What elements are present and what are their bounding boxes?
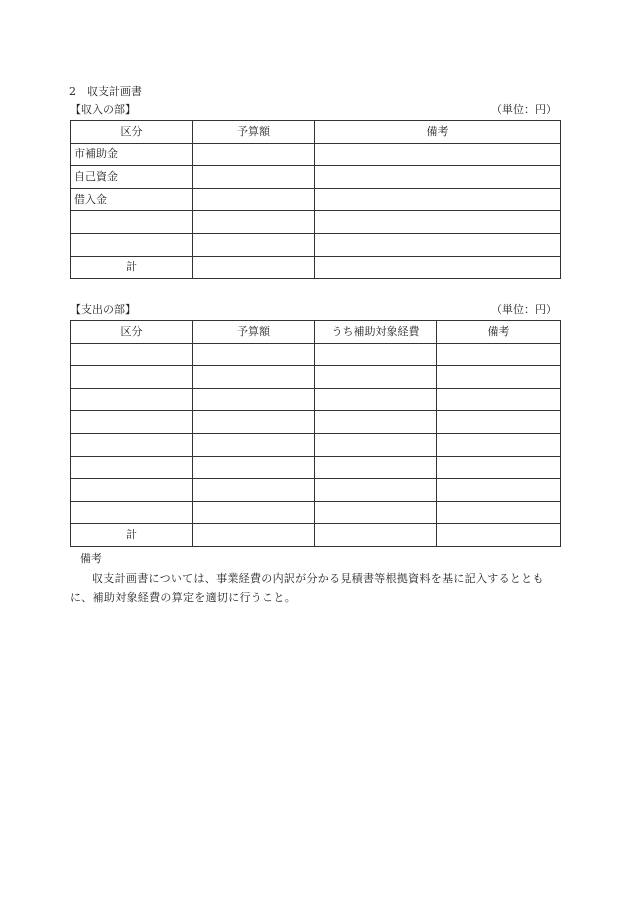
expense-cell-budget[interactable] bbox=[193, 433, 315, 456]
expense-total-remarks[interactable] bbox=[437, 524, 561, 547]
table-row bbox=[71, 343, 561, 366]
income-header-remarks: 備考 bbox=[315, 121, 561, 144]
expense-cell-remarks[interactable] bbox=[437, 479, 561, 502]
expense-total-label: 計 bbox=[71, 524, 193, 547]
expense-total-budget[interactable] bbox=[193, 524, 315, 547]
table-row bbox=[71, 211, 561, 234]
section-heading: 2 収支計画書 bbox=[69, 85, 142, 98]
expense-cell-remarks[interactable] bbox=[437, 343, 561, 366]
income-header-row bbox=[71, 121, 561, 144]
income-total-row bbox=[71, 256, 561, 279]
income-unit-label: （単位：円） bbox=[491, 103, 557, 116]
table-row bbox=[71, 501, 561, 524]
expense-cell-category[interactable] bbox=[71, 388, 193, 411]
expense-cell-budget[interactable] bbox=[193, 343, 315, 366]
expense-cell-subsidy-eligible[interactable] bbox=[315, 366, 437, 389]
income-cell-remarks[interactable] bbox=[315, 188, 561, 211]
notes-body: 収支計画書については、事業経費の内訳が分かる見積書等根拠資料を基に記入するとともに、補助対象経費の算定を適切に行うこと。 bbox=[70, 572, 544, 604]
table-row bbox=[71, 143, 561, 166]
expense-header-budget: 予算額 bbox=[193, 321, 315, 344]
expense-cell-category[interactable] bbox=[71, 366, 193, 389]
income-cell-category[interactable] bbox=[71, 233, 193, 256]
table-row bbox=[71, 479, 561, 502]
table-row bbox=[71, 366, 561, 389]
income-cell-remarks[interactable] bbox=[315, 166, 561, 189]
table-row bbox=[71, 433, 561, 456]
expense-cell-category[interactable] bbox=[71, 343, 193, 366]
income-cell-budget[interactable] bbox=[193, 166, 315, 189]
income-cell-remarks[interactable] bbox=[315, 143, 561, 166]
expense-header-subsidy-eligible: うち補助対象経費 bbox=[315, 321, 437, 344]
notes-heading: 備考 bbox=[80, 552, 102, 565]
expense-cell-category[interactable] bbox=[71, 433, 193, 456]
expense-cell-category[interactable] bbox=[71, 456, 193, 479]
income-cell-budget[interactable] bbox=[193, 211, 315, 234]
income-cell-category[interactable]: 借入金 bbox=[71, 188, 193, 211]
expense-total-row bbox=[71, 524, 561, 547]
income-section-title: 【収入の部】 bbox=[70, 103, 136, 116]
expense-cell-budget[interactable] bbox=[193, 479, 315, 502]
expense-cell-budget[interactable] bbox=[193, 366, 315, 389]
expense-header-row bbox=[71, 321, 561, 344]
expense-unit-label: （単位：円） bbox=[491, 303, 557, 316]
expense-cell-category[interactable] bbox=[71, 479, 193, 502]
income-total-label: 計 bbox=[71, 256, 193, 279]
income-cell-remarks[interactable] bbox=[315, 233, 561, 256]
income-cell-remarks[interactable] bbox=[315, 211, 561, 234]
expense-cell-budget[interactable] bbox=[193, 411, 315, 434]
expense-cell-budget[interactable] bbox=[193, 456, 315, 479]
income-cell-budget[interactable] bbox=[193, 143, 315, 166]
expense-cell-remarks[interactable] bbox=[437, 501, 561, 524]
income-table bbox=[70, 120, 561, 279]
income-header-category: 区分 bbox=[71, 121, 193, 144]
expense-cell-remarks[interactable] bbox=[437, 411, 561, 434]
expense-cell-subsidy-eligible[interactable] bbox=[315, 479, 437, 502]
table-row bbox=[71, 233, 561, 256]
table-row bbox=[71, 188, 561, 211]
expense-header-category: 区分 bbox=[71, 321, 193, 344]
expense-cell-subsidy-eligible[interactable] bbox=[315, 501, 437, 524]
expense-cell-remarks[interactable] bbox=[437, 388, 561, 411]
income-cell-category[interactable]: 市補助金 bbox=[71, 143, 193, 166]
income-header-budget: 予算額 bbox=[193, 121, 315, 144]
income-cell-budget[interactable] bbox=[193, 188, 315, 211]
expense-cell-budget[interactable] bbox=[193, 501, 315, 524]
expense-cell-subsidy-eligible[interactable] bbox=[315, 388, 437, 411]
table-row bbox=[71, 411, 561, 434]
expense-cell-remarks[interactable] bbox=[437, 433, 561, 456]
expense-cell-subsidy-eligible[interactable] bbox=[315, 433, 437, 456]
income-cell-category[interactable]: 自己資金 bbox=[71, 166, 193, 189]
table-row bbox=[71, 388, 561, 411]
income-cell-budget[interactable] bbox=[193, 233, 315, 256]
expense-table bbox=[70, 320, 561, 547]
income-total-budget[interactable] bbox=[193, 256, 315, 279]
expense-cell-budget[interactable] bbox=[193, 388, 315, 411]
table-row bbox=[71, 456, 561, 479]
expense-cell-subsidy-eligible[interactable] bbox=[315, 343, 437, 366]
table-row bbox=[71, 166, 561, 189]
expense-total-subsidy-eligible[interactable] bbox=[315, 524, 437, 547]
income-total-remarks[interactable] bbox=[315, 256, 561, 279]
expense-cell-remarks[interactable] bbox=[437, 366, 561, 389]
income-cell-category[interactable] bbox=[71, 211, 193, 234]
expense-cell-category[interactable] bbox=[71, 501, 193, 524]
expense-cell-subsidy-eligible[interactable] bbox=[315, 411, 437, 434]
expense-header-remarks: 備考 bbox=[437, 321, 561, 344]
expense-cell-remarks[interactable] bbox=[437, 456, 561, 479]
expense-cell-subsidy-eligible[interactable] bbox=[315, 456, 437, 479]
expense-cell-category[interactable] bbox=[71, 411, 193, 434]
expense-section-title: 【支出の部】 bbox=[70, 303, 136, 316]
